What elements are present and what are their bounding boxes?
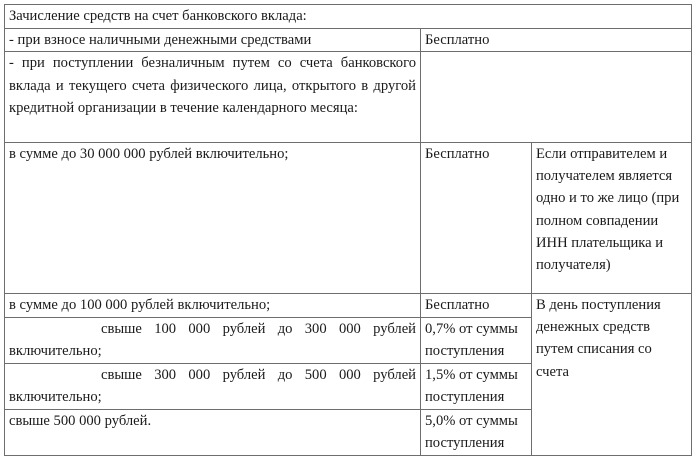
tier-label: в сумме до 30 000 000 рублей включительно; [5,143,421,294]
table-row [5,143,692,294]
cash-deposit-fee: Бесплатно [421,28,692,52]
table-row-transfer [5,52,692,143]
tier-label: свыше 300 000 рублей до 500 000 рублей включительно; [5,363,421,409]
tariff-table [4,4,692,456]
tier-note: В день поступления денежных средств путем списания со счета [532,294,692,456]
tier-fee: Бесплатно [421,143,532,294]
tier-fee: 5,0% от суммы поступления [421,409,532,455]
tier-label: в сумме до 100 000 рублей включительно; [5,294,421,318]
tier-note: Если отправителем и получателем является одно и то же лицо (при полном совпадении ИНН плательщика и получателя) [532,143,692,294]
tier-fee: 1,5% от суммы поступления [421,363,532,409]
table-row-heading [5,5,692,29]
table-row-cash-deposit [5,28,692,52]
transfer-fee-empty [421,52,692,143]
cash-deposit-label: - при взносе наличными денежными средствами [5,28,421,52]
tier-fee: Бесплатно [421,294,532,318]
transfer-label: - при поступлении безналичным путем со счета банковского вклада и текущего счета физического лица, открытого в другой кредитной организации в течение календарного месяца: [5,52,421,143]
table-row [5,294,692,318]
tier-label: свыше 100 000 рублей до 300 000 рублей включительно; [5,317,421,363]
tier-label: свыше 500 000 рублей. [5,409,421,455]
tier-fee: 0,7% от суммы поступления [421,317,532,363]
table-heading: Зачисление средств на счет банковского вклада: [5,5,692,29]
